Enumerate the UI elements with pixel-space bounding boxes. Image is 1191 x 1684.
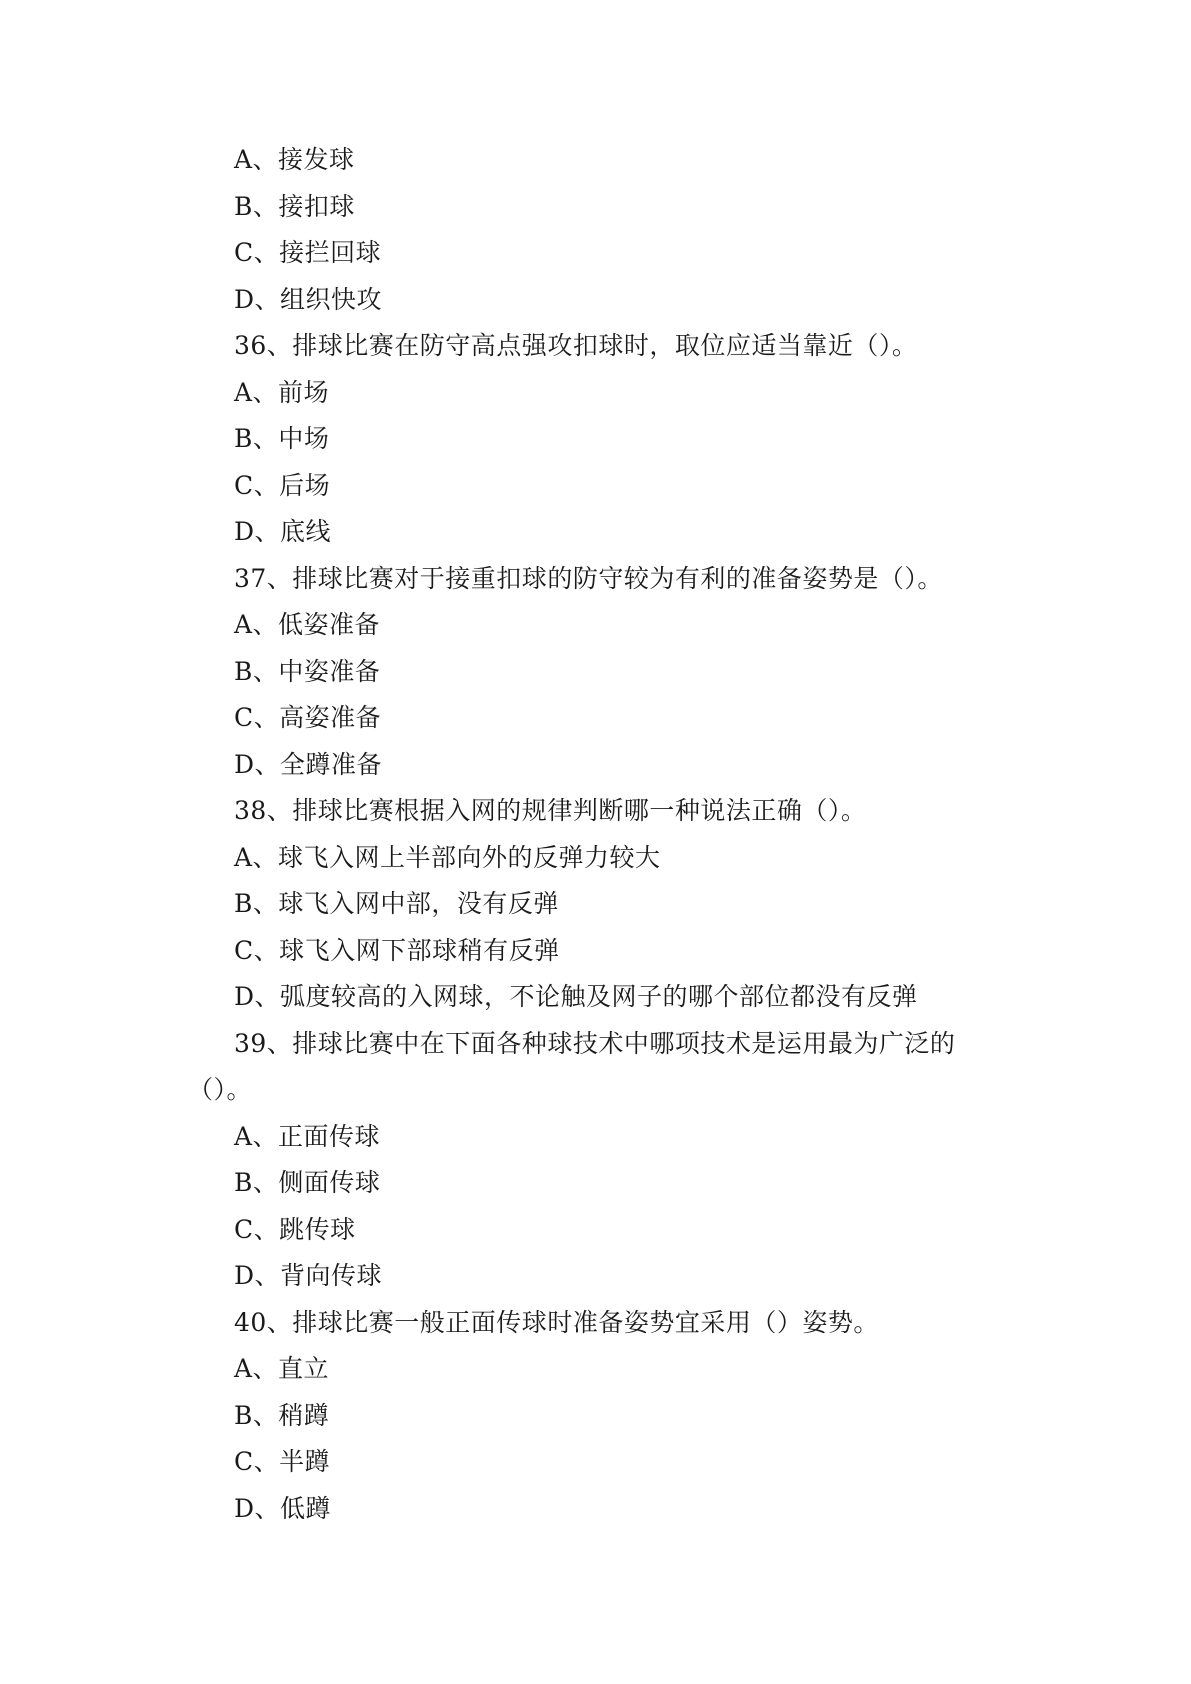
option-35-b: B、接扣球 — [234, 191, 355, 221]
option-36-a: A、前场 — [234, 377, 330, 407]
option-39-c: C、跳传球 — [234, 1214, 356, 1244]
option-40-a: A、直立 — [234, 1354, 330, 1383]
option-36-d: D、底线 — [234, 517, 332, 546]
option-35-c: C、接拦回球 — [234, 238, 382, 267]
question-40: 40、排球比赛一般正面传球时准备姿势宜采用（）姿势。 — [234, 1307, 879, 1337]
option-37-b: B、中姿准备 — [234, 656, 381, 686]
question-39-continuation: （）。 — [188, 1075, 253, 1104]
option-38-a: A、球飞入网上半部向外的反弹力较大 — [234, 842, 661, 872]
option-37-d: D、全蹲准备 — [234, 749, 383, 779]
option-36-b: B、中场 — [234, 424, 330, 453]
question-36: 36、排球比赛在防守高点强攻扣球时，取位应适当靠近（）。 — [234, 331, 918, 360]
option-35-a: A、接发球 — [234, 145, 355, 174]
option-37-a: A、低姿准备 — [234, 610, 381, 639]
option-35-d: D、组织快攻 — [234, 284, 383, 314]
question-37: 37、排球比赛对于接重扣球的防守较为有利的准备姿势是（）。 — [234, 563, 943, 593]
question-38: 38、排球比赛根据入网的规律判断哪一种说法正确（）。 — [234, 796, 867, 825]
option-38-c: C、球飞入网下部球稍有反弹 — [234, 935, 560, 965]
question-39: 39、排球比赛中在下面各种球技术中哪项技术是运用最为广泛的 — [234, 1028, 956, 1058]
option-39-d: D、背向传球 — [234, 1261, 383, 1290]
option-39-a: A、正面传球 — [234, 1121, 381, 1151]
option-39-b: B、侧面传球 — [234, 1168, 381, 1197]
option-38-b: B、球飞入网中部，没有反弹 — [234, 889, 559, 918]
option-40-b: B、稍蹲 — [234, 1400, 330, 1430]
question-list — [188, 137, 1028, 1532]
option-37-c: C、高姿准备 — [234, 703, 382, 732]
option-40-d: D、低蹲 — [234, 1493, 332, 1523]
option-40-c: C、半蹲 — [234, 1447, 331, 1476]
option-38-d: D、弧度较高的入网球，不论触及网子的哪个部位都没有反弹 — [234, 982, 918, 1011]
option-36-c: C、后场 — [234, 470, 331, 500]
